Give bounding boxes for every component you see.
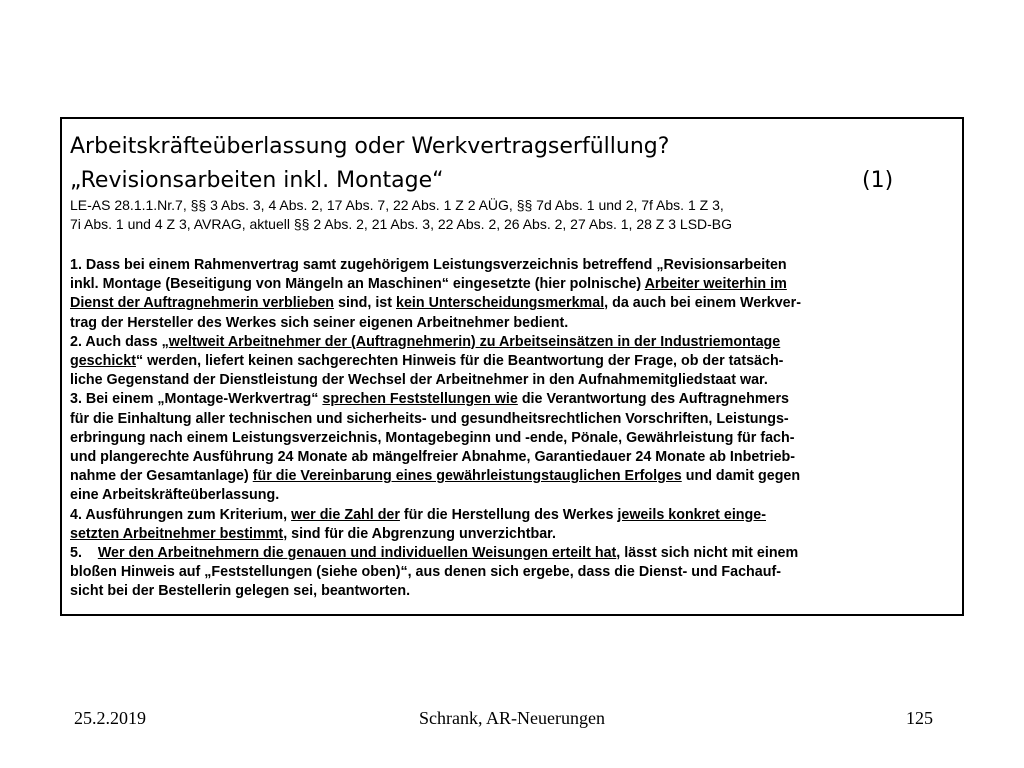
point-2-line: 2. Auch dass „weltweit Arbeitnehmer der (Auftragnehmerin) zu Arbeitseinsätzen in der Industriemontage xyxy=(70,333,781,350)
point-3-line: nahme der Gesamtanlage) für die Vereinbarung eines gewährleistungstauglichen Erfolges und damit gegen xyxy=(70,468,801,485)
point-2-line: geschickt“ werden, liefert keinen sachgerechten Hinweis für die Beantwortung der Frage, ob der tatsäch- xyxy=(70,353,784,370)
point-1-line: trag der Hersteller des Werkes sich seiner eigenen Arbeitnehmer bedient. xyxy=(70,314,569,331)
footer-title: Schrank, AR-Neuerungen xyxy=(419,708,605,728)
point-5-line: bloßen Hinweis auf „Feststellungen (siehe oben)“, aus denen sich ergebe, dass die Dienst- und Fachauf- xyxy=(70,564,781,581)
point-3-line: und plangerechte Ausführung 24 Monate ab mängelfreier Abnahme, Garantiedauer 24 Monate ab Inbetrieb- xyxy=(70,449,796,466)
point-3-line: für die Einhaltung aller technischen und sicherheits- und gesundheitsrechtlichen Vorschriften, Leistungs- xyxy=(70,410,789,427)
point-5-line: sicht bei der Bestellerin gelegen sei, beantworten. xyxy=(70,583,411,600)
point-1-line: inkl. Montage (Beseitigung von Mängeln an Maschinen“ eingesetzte (hier polnische) Arbeiter weiterhin im xyxy=(70,276,787,293)
point-3-line: 3. Bei einem „Montage-Werkvertrag“ sprechen Feststellungen wie die Verantwortung des Auftragnehmers xyxy=(70,391,790,408)
point-4-line: setzten Arbeitnehmer bestimmt, sind für die Abgrenzung unverzichtbar. xyxy=(70,525,556,542)
point-2-line: liche Gegenstand der Dienstleistung der Wechsel der Arbeitnehmer in den Aufnahmemitgliedstaat war. xyxy=(70,372,768,389)
point-5-line: 5. Wer den Arbeitnehmern die genauen und individuellen Weisungen erteilt hat, lässt sich nicht mit einem xyxy=(70,545,799,562)
points-list xyxy=(70,256,950,602)
citation-line: LE-AS 28.1.1.Nr.7, §§ 3 Abs. 3, 4 Abs. 2, 17 Abs. 7, 22 Abs. 1 Z 2 AÜG, §§ 7d Abs. 1 und 2, 7f Abs. 1 Z 3, xyxy=(70,197,724,213)
point-3-line: eine Arbeitskräfteüberlassung. xyxy=(70,487,280,504)
citation-line: 7i Abs. 1 und 4 Z 3, AVRAG, aktuell §§ 2 Abs. 2, 21 Abs. 3, 22 Abs. 2, 26 Abs. 2, 27 Abs. 1, 28 Z 3 LSD-BG xyxy=(70,216,733,232)
footer-page-number: 125 xyxy=(906,708,933,728)
footer-date: 25.2.2019 xyxy=(74,708,146,728)
point-1-line: 1. Dass bei einem Rahmenvertrag samt zugehörigem Leistungsverzeichnis betreffend „Revisionsarbeiten xyxy=(70,257,787,273)
slide-part-number: (1) xyxy=(862,168,894,193)
point-3-line: erbringung nach einem Leistungsverzeichnis, Montagebeginn und -ende, Pönale, Gewährleistung für fach- xyxy=(70,429,795,446)
slide-title: Arbeitskräfteüberlassung oder Werkvertragserfüllung? xyxy=(70,134,670,159)
point-4-line: 4. Ausführungen zum Kriterium, wer die Zahl der für die Herstellung des Werkes jeweils konkret einge- xyxy=(70,506,766,523)
slide-subtitle: „Revisionsarbeiten inkl. Montage“ xyxy=(70,168,444,193)
legal-citation xyxy=(70,196,950,234)
point-1-line: Dienst der Auftragnehmerin verblieben sind, ist kein Unterscheidungsmerkmal, da auch bei einem Werkver- xyxy=(70,295,801,312)
